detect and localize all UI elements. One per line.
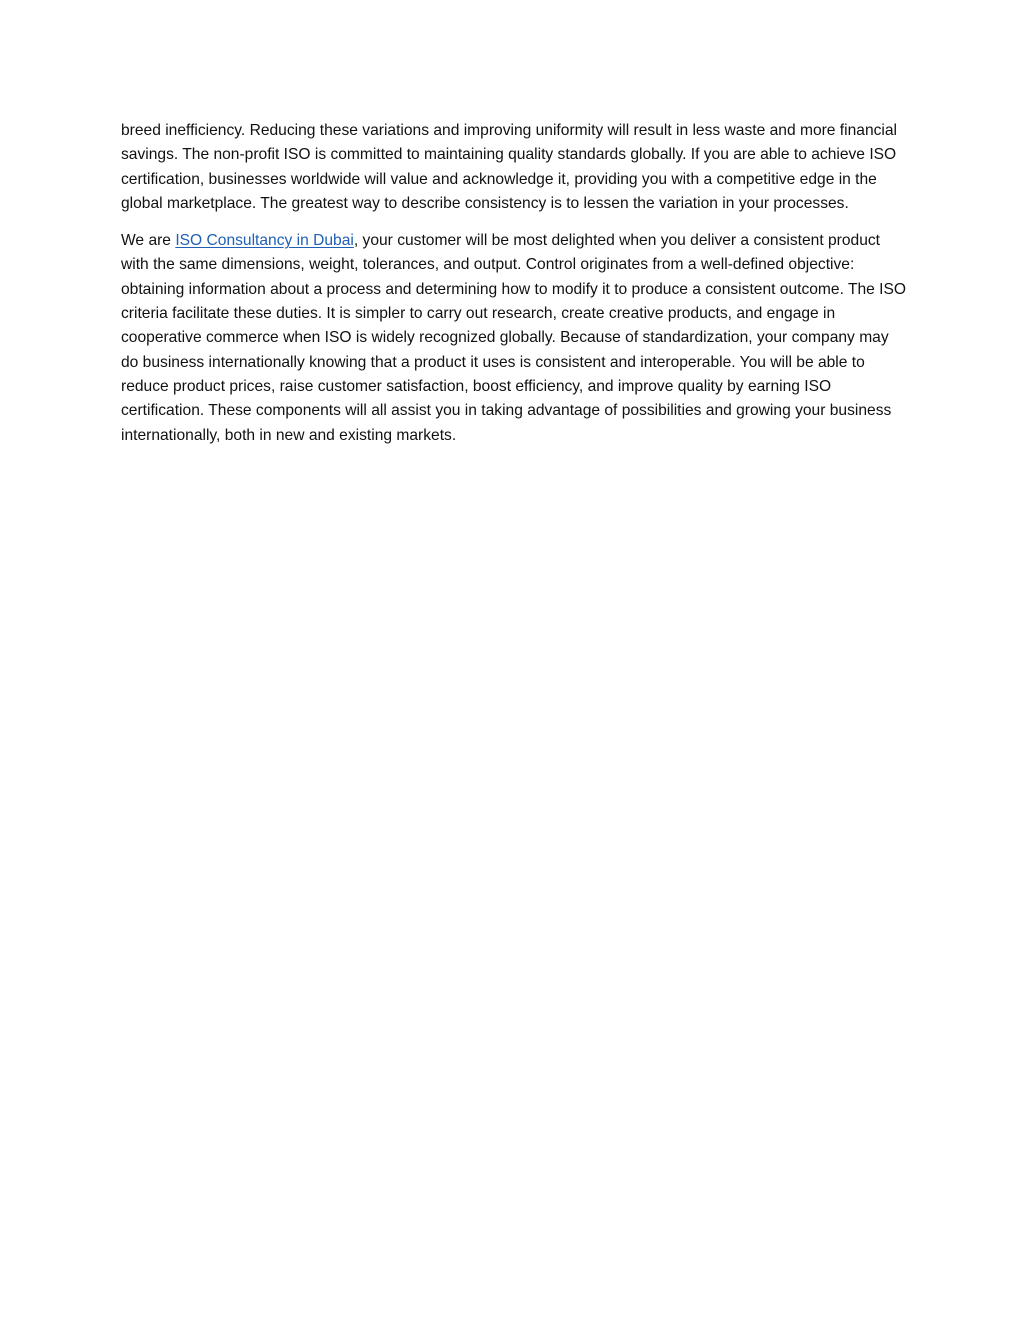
iso-consultancy-link[interactable]: ISO Consultancy in Dubai	[175, 232, 354, 250]
document-body	[121, 119, 907, 461]
paragraph-1-text: breed inefficiency. Reducing these variations and improving uniformity will result in less waste and more financial savings. The non-profit ISO is committed to maintaining quality standards globally. If you are able to achieve ISO certification, businesses worldwide will value and acknowledge it, providing you with a competitive edge in the global marketplace. The greatest way to describe consistency is to lessen the variation in your processes.	[121, 122, 898, 212]
paragraph-2-intro: We are	[121, 232, 176, 250]
paragraph-2-body: , your customer will be most delighted when you deliver a consistent product with the same dimensions, weight, tolerances, and output. Control originates from a well-defined objective: obtaining information about a process and determining how to modify it to produce a consistent outcome. The ISO criteria facilitate these duties. It is simpler to carry out research, create creative products, and engage in cooperative commerce when ISO is widely recognized globally. Because of standardization, your company may do business internationally knowing that a product it uses is consistent and interoperable. You will be able to reduce product prices, raise customer satisfaction, boost efficiency, and improve quality by earning ISO certification. These components will all assist you in taking advantage of possibilities and growing your business internationally, both in new and existing markets.	[121, 232, 907, 444]
paragraph-2	[121, 229, 907, 448]
paragraph-1	[121, 119, 907, 216]
